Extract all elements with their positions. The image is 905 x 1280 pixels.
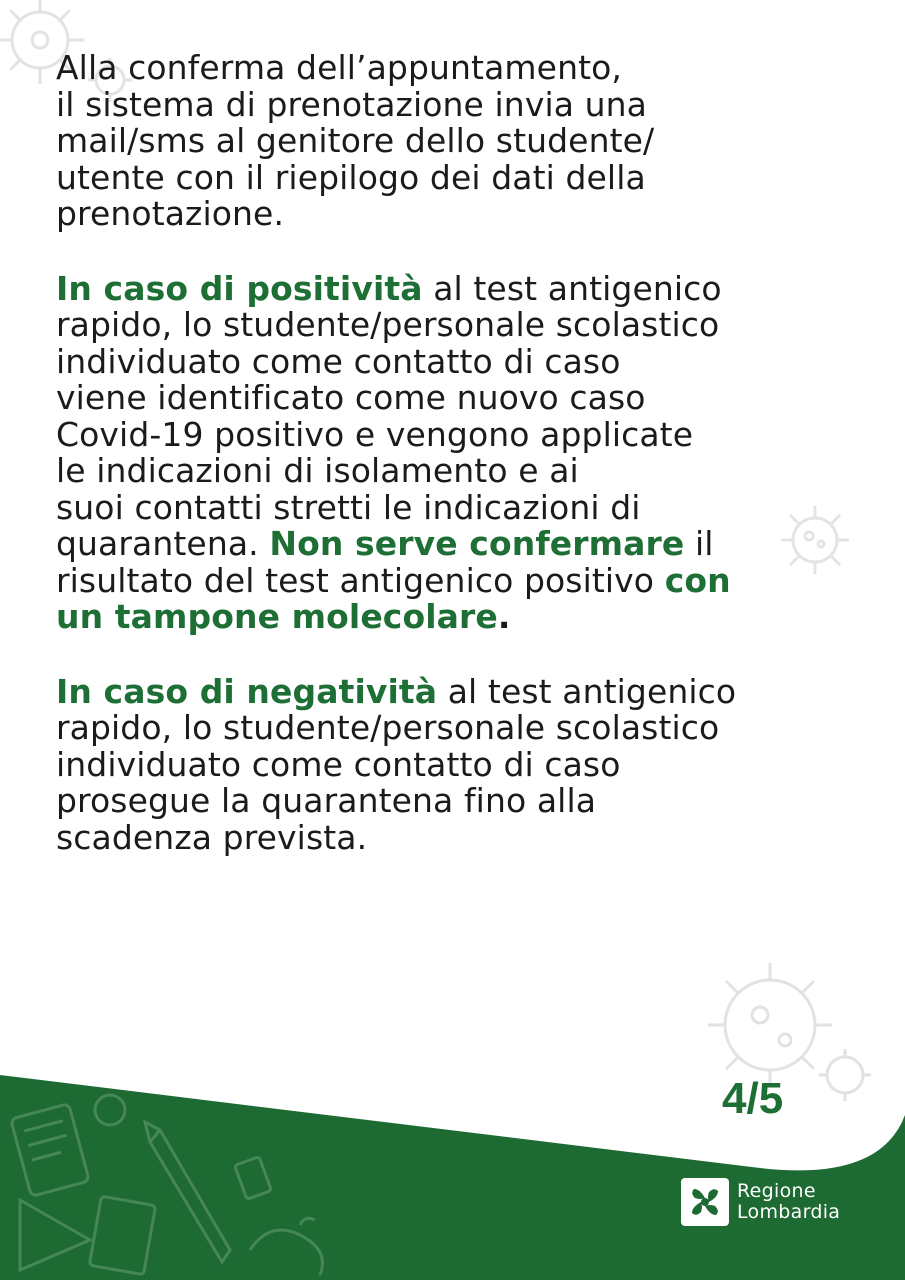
highlight-text: In caso di negatività (56, 671, 438, 711)
highlight-text: un tampone molecolare (56, 597, 498, 636)
highlight-text: con (664, 560, 731, 600)
highlight-text: In caso di positività (56, 268, 423, 308)
text-line: rapido, lo studente/personale scolastico (56, 305, 720, 344)
regione-lombardia-logo (681, 1178, 840, 1226)
text-line: Alla conferma dell’appuntamento, (56, 48, 623, 87)
highlight-text: Non serve confermare (269, 524, 685, 563)
text-line: rapido, lo studente/personale scolastico (56, 708, 720, 747)
text-segment: al test antigenico (422, 268, 722, 308)
text-line: scadenza prevista. (56, 817, 368, 857)
text-segment: il (684, 524, 714, 563)
text-segment: quarantena. (56, 524, 270, 563)
text-line: prosegue la quarantena fino alla (56, 781, 597, 820)
logo-text (737, 1181, 840, 1223)
text-line: il sistema di prenotazione invia una (56, 84, 647, 124)
text-line: le indicazioni di isolamento e ai (56, 451, 579, 490)
text-line: utente con il riepilogo dei dati della (56, 157, 646, 197)
text-segment: . (497, 597, 511, 636)
text-line: Covid-19 positivo e vengono applicate (56, 414, 694, 454)
text-segment: risultato del test antigenico positivo (56, 560, 665, 600)
text-line: individuato come contatto di caso (56, 341, 621, 381)
page-number: 4/5 (722, 1074, 784, 1123)
logo-line: Regione (737, 1180, 816, 1202)
text-line: mail/sms al genitore dello studente/ (56, 121, 655, 160)
text-segment: al test antigenico (437, 671, 737, 711)
regione-lombardia-logo-icon (681, 1178, 729, 1226)
text-line: individuato come contatto di caso (56, 744, 621, 784)
text-line: viene identificato come nuovo caso (56, 378, 646, 417)
text-line: prenotazione. (56, 194, 285, 233)
logo-line: Lombardia (737, 1201, 841, 1223)
text-line: suoi contatti stretti le indicazioni di (56, 487, 641, 527)
